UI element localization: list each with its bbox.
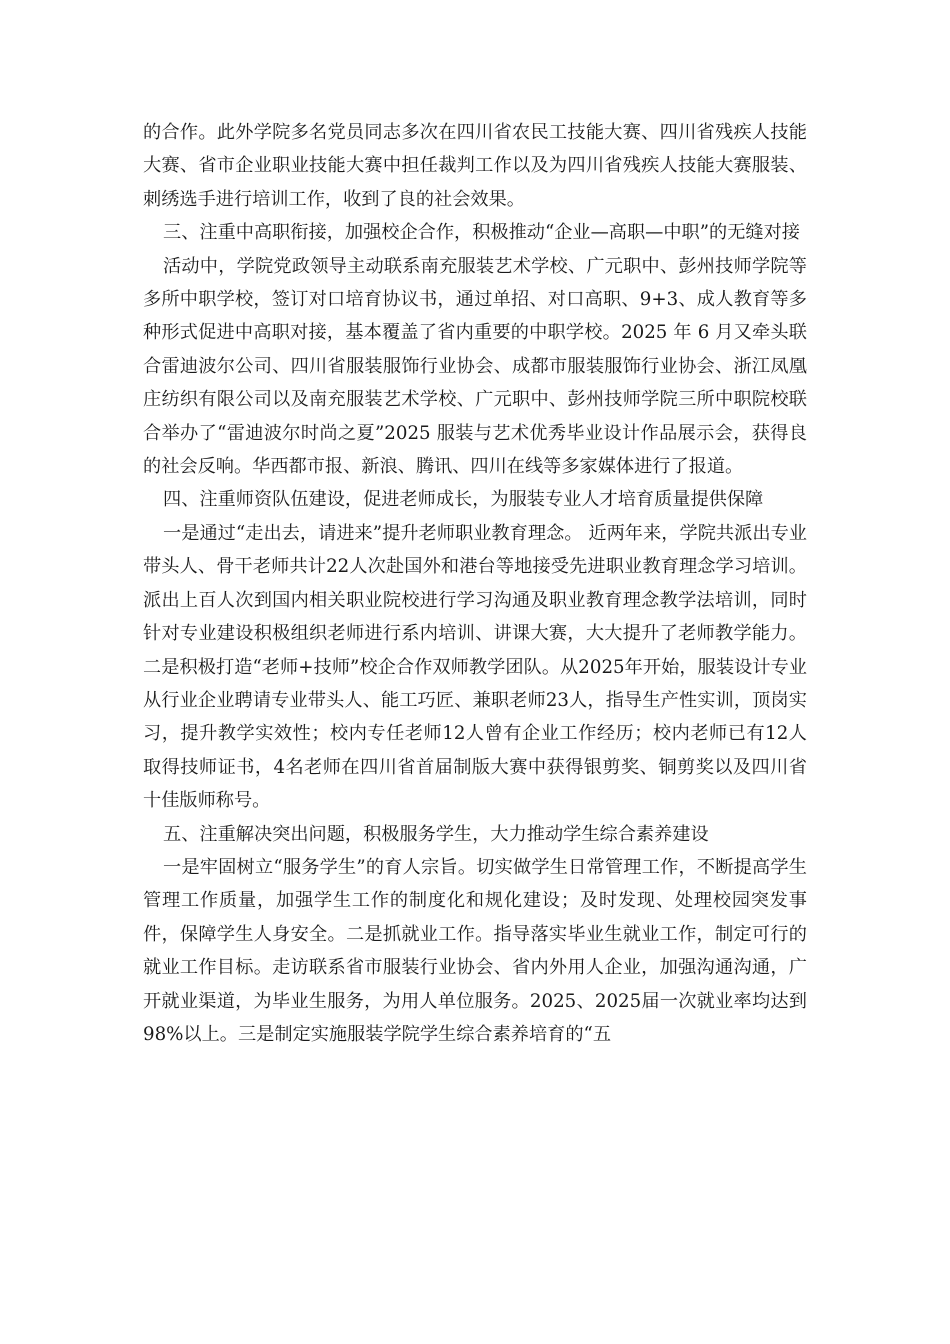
section-heading-5: 五、注重解决突出问题，积极服务学生，大力推动学生综合素养建设 [163,823,709,845]
paragraph-teacher-development: 一是通过“走出去，请进来”提升老师职业教育理念。 近两年来，学院共派出专业带头人、骨干老师共计22人次赴国外和港台等地接受先进职业教育理念学习培训。派出上百人次到国内相关职业院校进行学习沟通及职业教育理念教学法培训，同时针对专业建设积极组织老师进行系内培训、讲课大赛，大大提升了老师教学能力。二是积极打造“老师+技师”校企合作双师教学团队。从2025年开始，服装设计专业从行业企业聘请专业带头人、能工巧匠、兼职老师23人，指导生产性实训，顶岗实习，提升教学实效性；校内专任老师12人曾有企业工作经历；校内老师已有12人取得技师证书，4名老师在四川省首届制版大赛中获得银剪奖、铜剪奖以及四川省十佳版师称号。 [143,522,807,812]
paragraph-continuation: 的合作。此外学院多名党员同志多次在四川省农民工技能大赛、四川省残疾人技能大赛、省市企业职业技能大赛中担任裁判工作以及为四川省残疾人技能大赛服装、刺绣选手进行培训工作，收到了良的社会效果。 [143,122,807,210]
section-heading-3: 三、注重中高职衔接，加强校企合作，积极推动“企业—高职—中职”的无缝对接 [163,222,800,244]
document-body [143,116,807,1051]
paragraph-student-service: 一是牢固树立“服务学生”的育人宗旨。切实做学生日常管理工作，不断提高学生管理工作质量，加强学生工作的制度化和规化建设；及时发现、处理校园突发事件，保障学生人身安全。二是抓就业工作。指导落实毕业生就业工作，制定可行的就业工作目标。走访联系省市服装行业协会、省内外用人企业，加强沟通沟通，广开就业渠道，为毕业生服务，为用人单位服务。2025、2025届一次就业率均达到98%以上。三是制定实施服装学院学生综合素养培育的“五 [143,856,807,1045]
section-heading-4: 四、注重师资队伍建设，促进老师成长，为服装专业人才培育质量提供保障 [163,489,764,511]
paragraph-school-enterprise: 活动中，学院党政领导主动联系南充服装艺术学校、广元职中、彭州技师学院等多所中职学校，签订对口培育协议书，通过单招、对口高职、9+3、成人教育等多种形式促进中高职对接，基本覆盖了省内重要的中职学校。2025 年 6 月又牵头联合雷迪波尔公司、四川省服装服饰行业协会、成都市服装服饰行业协会、浙江凤凰庄纺织有限公司以及南充服装艺术学校、广元职中、彭州技师学院三所中职院校联合举办了“雷迪波尔时尚之夏”2025 服装与艺术优秀毕业设计作品展示会，获得良的社会反响。华西都市报、新浪、腾讯、四川在线等多家媒体进行了报道。 [143,255,807,478]
